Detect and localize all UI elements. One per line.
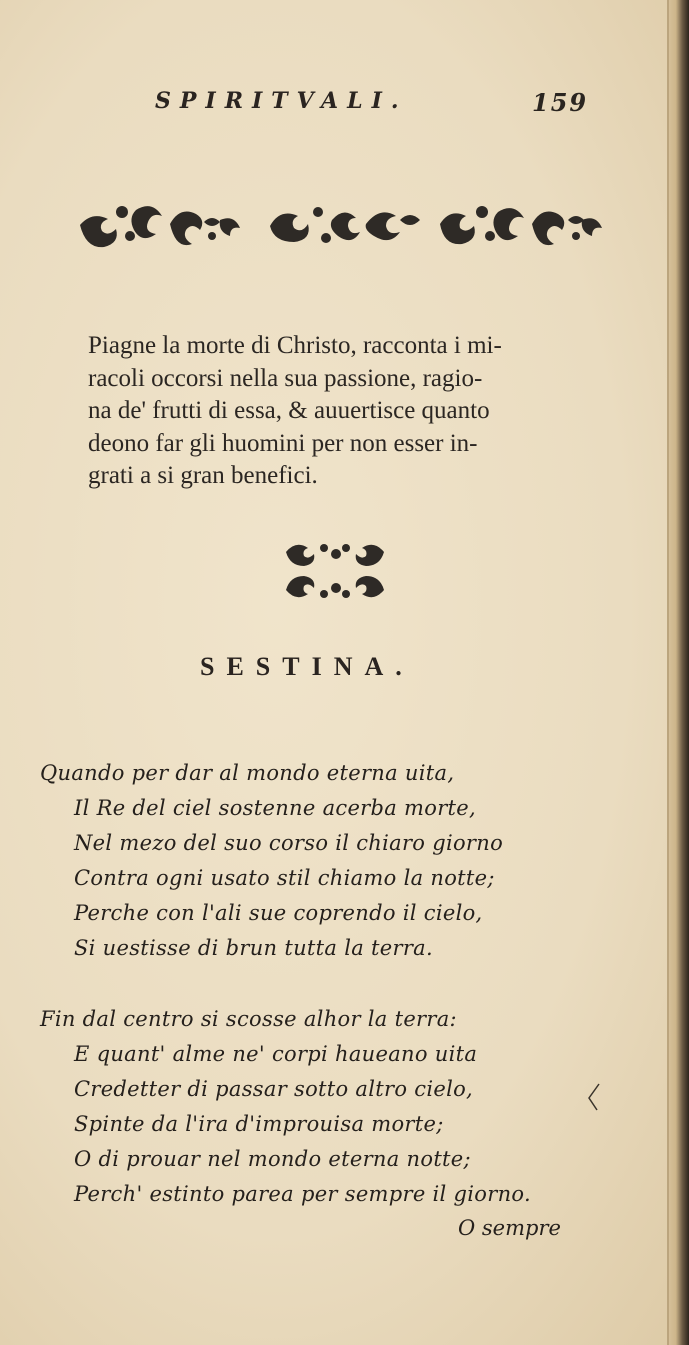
- fleuron-group-center: [270, 207, 420, 243]
- fleuron-divider: [280, 536, 390, 608]
- page-fold-line: [667, 0, 669, 1345]
- verse-line: Perche con l'ali sue coprendo il cielo,: [74, 901, 483, 925]
- argument-line: na de' frutti di essa, & auuertisce quanto: [88, 397, 490, 424]
- argument-line: grati a si gran benefici.: [88, 462, 318, 489]
- argument-paragraph: [88, 330, 648, 493]
- verse-line: Nel mezo del suo corso il chiaro giorno: [74, 831, 504, 855]
- argument-line: deono far gli huomini per non esser in-: [88, 429, 478, 457]
- stanza-2: [40, 1002, 640, 1212]
- page-number: 159: [532, 88, 589, 117]
- fleuron-group-left: [80, 206, 240, 247]
- argument-line: racoli occorsi nella sua passione, ragio-: [88, 364, 483, 392]
- pencil-annotation-mark: [585, 1082, 603, 1112]
- verse-line: Perch' estinto parea per sempre il giorno.: [74, 1182, 531, 1206]
- catchword: O sempre: [458, 1216, 561, 1240]
- verse-line: Contra ogni usato stil chiamo la notte;: [74, 866, 495, 890]
- section-title: SESTINA.: [200, 652, 414, 681]
- argument-line: Piagne la morte di Christo, racconta i mi-: [88, 332, 502, 359]
- verse-line: Il Re del ciel sostenne acerba morte,: [74, 796, 476, 820]
- verse-line: E quant' alme ne' corpi haueano uita: [74, 1042, 478, 1066]
- verse-line: Si uestisse di brun tutta la terra.: [74, 936, 433, 960]
- fleuron-headpiece: [70, 190, 610, 260]
- stanza-1: [40, 756, 640, 966]
- verse-line: Spinte da l'ira d'improuisa morte;: [74, 1112, 444, 1136]
- verse-line: Credetter di passar sotto altro cielo,: [74, 1077, 473, 1101]
- verse-line: Quando per dar al mondo eterna uita,: [40, 761, 455, 785]
- verse-line: Fin dal centro si scosse alhor la terra:: [40, 1007, 457, 1031]
- running-head: SPIRITVALI.: [155, 88, 408, 114]
- fleuron-group-right: [440, 206, 602, 245]
- page-edge-shadow: [667, 0, 689, 1345]
- verse-line: O di prouar nel mondo eterna notte;: [74, 1147, 471, 1171]
